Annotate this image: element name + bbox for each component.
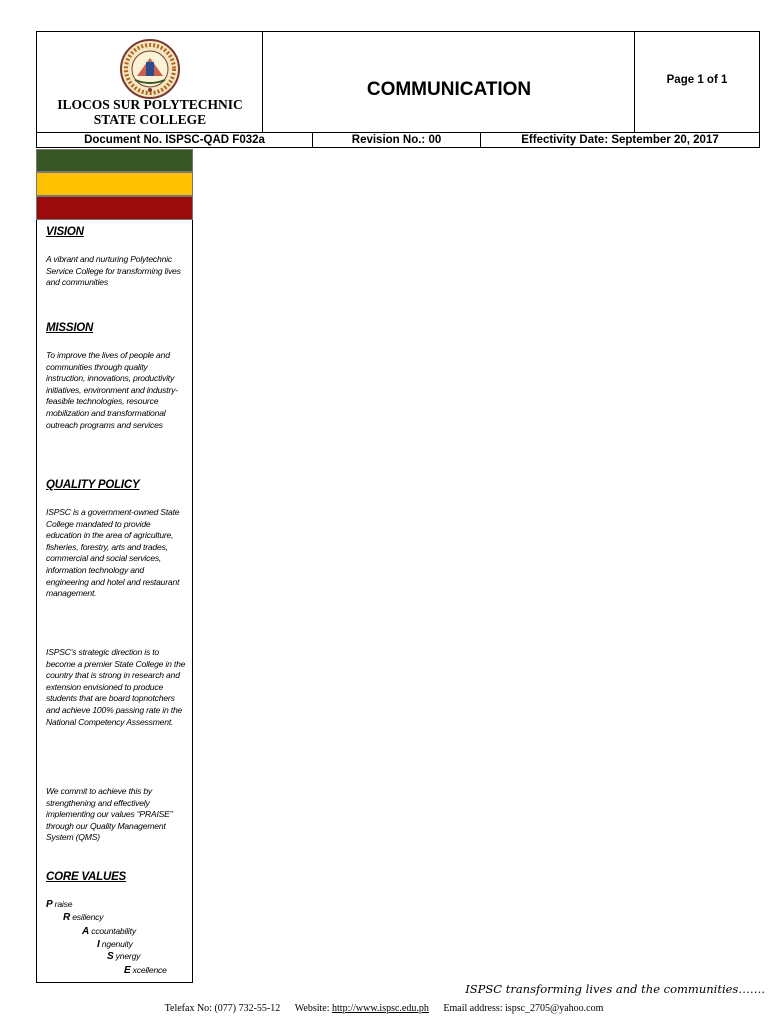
website [295, 1003, 429, 1014]
sidebar [36, 220, 193, 983]
footer-contact [0, 1003, 768, 1014]
quality-policy-paragraph-3: We commit to achieve this by strengthening and effectively implementing our values “PRAISE” through our Quality Management System (QMS) [46, 786, 173, 843]
footer-tagline: ISPSC transforming lives and the communities……. [465, 982, 765, 996]
email: Email address: ispsc_2705@yahoo.com [443, 1003, 604, 1014]
title-cell [263, 32, 635, 132]
core-value-item: S ynergy [107, 951, 141, 962]
page-cell [635, 32, 759, 132]
document-info-row [37, 132, 759, 147]
green-bar [36, 149, 193, 172]
page-number: Page 1 of 1 [666, 74, 728, 86]
core-value-item: E xcellence [124, 965, 167, 976]
quality-policy-paragraph-1: ISPSC is a government-owned State College mandated to provide education in the area of agriculture, fisheries, forestry, arts and trades, commercial and social services, information technology and engineering and hotel and restaurant management. [46, 507, 180, 599]
website-label: Website: [294, 1003, 330, 1014]
core-value-item: P raise [46, 899, 73, 910]
vision-text: A vibrant and nurturing Polytechnic Service College for transforming lives and communities [46, 254, 181, 288]
document-number: Document No. ISPSC-QAD F032a [37, 133, 313, 147]
mission-text: To improve the lives of people and communities through quality instruction, innovations, productivity initiatives, environment and industry-feasible technologies, resource mobilization and transformational outreach programs and services [46, 350, 178, 430]
quality-policy-heading: QUALITY POLICY [46, 479, 140, 491]
gold-bar [36, 172, 193, 196]
college-name [37, 97, 263, 127]
college-name-line1: ILOCOS SUR POLYTECHNIC [57, 97, 243, 112]
college-name-line2: STATE COLLEGE [93, 112, 207, 127]
quality-policy-paragraph-2: ISPSC's strategic direction is to become a premier State College in the country that is strong in research and extension envisioned to produce students that are board topnotchers and achieve 100% passing rate in the National Competency Assessment. [46, 647, 186, 727]
mission-heading: MISSION [46, 322, 94, 334]
maroon-bar [36, 196, 193, 220]
core-values-heading: CORE VALUES [46, 871, 127, 883]
document-title: COMMUNICATION [366, 79, 532, 100]
website-link[interactable]: http://www.ispsc.edu.ph [332, 1003, 429, 1014]
college-cell [37, 32, 263, 132]
core-value-item: I ngenuity [97, 939, 133, 950]
core-value-item: A ccountability [82, 926, 136, 937]
vision-heading: VISION [46, 226, 84, 238]
document-header [36, 31, 760, 148]
college-seal-icon [115, 38, 185, 100]
core-value-item: R esiliency [63, 912, 104, 923]
effectivity-date: Effectivity Date: September 20, 2017 [521, 134, 719, 146]
telefax: Telefax No: (077) 732-55-12 [164, 1003, 281, 1014]
revision-number: Revision No.: 00 [313, 133, 481, 147]
